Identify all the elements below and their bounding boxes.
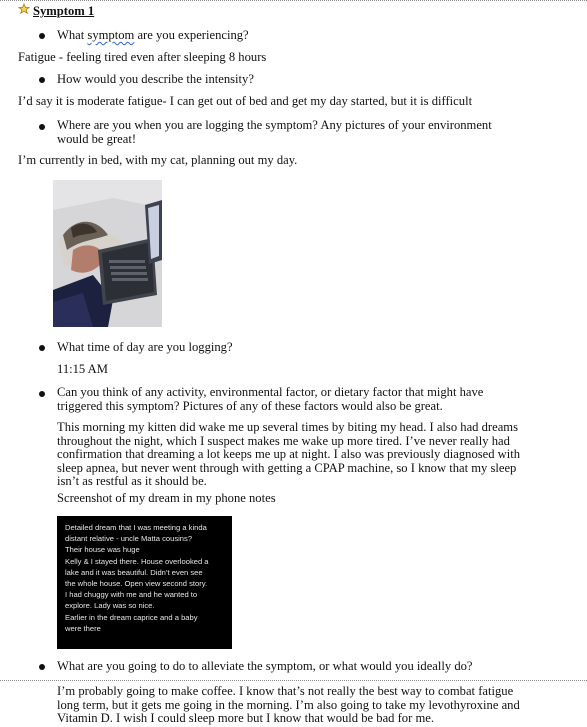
answer-5: This morning my kitten did wake me up several times by biting my head. I also had dreams throughout the night, which I suspect makes me wake up more tired. I’ve never really had confirmation that dreaming a lot keeps me up at night. I also was previously diagnosed with sleep apnea, but never went through with getting a CPAP machine, so I know that my sleep isn’t as restful as it should be. (57, 420, 521, 488)
bullet (39, 33, 45, 39)
note-line: lake and it was beautiful. Didn’t even see (65, 567, 203, 577)
note-line: Their house was huge (65, 545, 140, 555)
title-text: Symptom 1 (33, 4, 95, 18)
bullet (39, 664, 45, 670)
note-line: were there (65, 623, 101, 633)
page-break-divider (0, 680, 587, 681)
question-3: Where are you when you are logging the symptom? Any pictures of your environment would be great! (57, 118, 492, 146)
question-2: How would you describe the intensity? (57, 72, 254, 86)
note-line: Detailed dream that I was meeting a kinda (65, 523, 207, 532)
bullet (39, 124, 45, 130)
top-divider (0, 0, 587, 1)
bullet (39, 391, 45, 397)
answer-5-caption: Screenshot of my dream in my phone notes (57, 491, 276, 505)
note-line: Kelly & I stayed there. House overlooked a (65, 556, 209, 566)
note-line: the whole house. Open view second story. (65, 579, 208, 589)
answer-6: I’m probably going to make coffee. I know that’s not really the best way to combat fatigue long term, but it gets me going in the morning. I’m also going to take my levothyroxine and Vitamin D. I wish I could sleep more but I know that would be bad for me. (57, 684, 520, 725)
bullet (39, 345, 45, 351)
answer-3: I’m currently in bed, with my cat, planning out my day. (18, 153, 298, 167)
answer-4: 11:15 AM (57, 362, 108, 376)
question-5: Can you think of any activity, environmental factor, or dietary factor that might have triggered this symptom? Pictures of any of these factors would also be great. (57, 385, 484, 413)
bedroom-photo (53, 180, 162, 327)
question-6: What are you going to do to alleviate the symptom, or what would you ideally do? (57, 659, 473, 673)
page-title (18, 3, 94, 19)
star-icon (18, 3, 30, 19)
question-1: What symptom are you experiencing? (57, 28, 249, 42)
bullet (39, 77, 45, 83)
answer-2: I’d say it is moderate fatigue- I can get out of bed and get my day started, but it is difficult (18, 94, 473, 108)
answer-1: Fatigue - feeling tired even after sleeping 8 hours (18, 50, 267, 64)
note-line: distant relative - uncle Matta cousins? (65, 534, 193, 544)
note-line: explore. Lady was so nice. (65, 601, 155, 611)
spellcheck-word: symptom (87, 28, 135, 42)
question-4: What time of day are you logging? (57, 340, 233, 354)
dream-note-screenshot (57, 516, 232, 649)
note-line: I had chuggy with me and he wanted to (65, 590, 198, 600)
note-line: Earlier in the dream caprice and a baby (65, 612, 198, 622)
